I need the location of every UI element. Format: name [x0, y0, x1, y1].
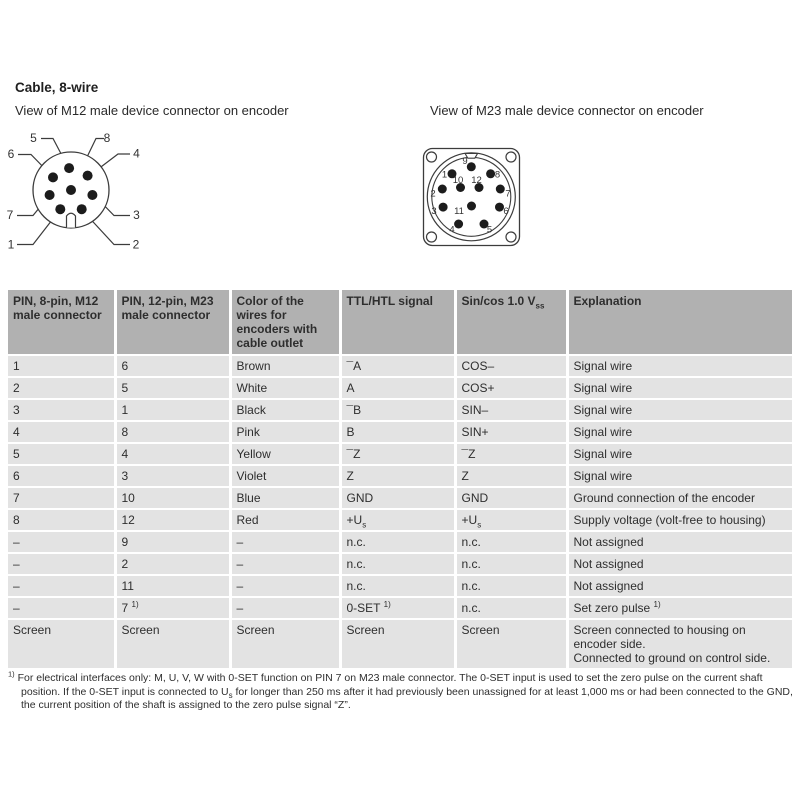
- mounting-hole: [506, 152, 516, 162]
- table-row: [8, 509, 792, 531]
- pin-label: 7: [6, 208, 14, 222]
- table-cell: –: [230, 553, 340, 575]
- pin-label: 9: [462, 156, 468, 167]
- pin-label: 6: [7, 147, 15, 161]
- pin-label: 6: [503, 206, 509, 217]
- table-cell: Black: [230, 399, 340, 421]
- table-cell: –: [8, 575, 115, 597]
- table-cell: 1: [115, 399, 230, 421]
- table-cell: ¯A: [340, 355, 455, 377]
- table-row: [8, 597, 792, 619]
- pin-label: 8: [494, 169, 501, 181]
- table-cell: 12: [115, 509, 230, 531]
- pin-dot: [83, 171, 93, 181]
- table-cell: 8: [115, 421, 230, 443]
- table-cell: COS+: [455, 377, 567, 399]
- table-cell: Screen: [455, 619, 567, 669]
- table-cell: Not assigned: [567, 575, 792, 597]
- table-cell: Signal wire: [567, 355, 792, 377]
- pin-label: 4: [133, 146, 140, 161]
- pin-dot: [467, 202, 476, 211]
- table-cell: Brown: [230, 355, 340, 377]
- table-cell: n.c.: [340, 553, 455, 575]
- table-cell: Signal wire: [567, 399, 792, 421]
- table-cell: SIN+: [455, 421, 567, 443]
- pin-dot: [48, 172, 58, 182]
- table-cell: Screen: [115, 619, 230, 669]
- table-cell: [567, 619, 792, 669]
- header-row: [8, 290, 792, 355]
- pin-label: 2: [132, 237, 140, 252]
- table-cell: 5: [8, 443, 115, 465]
- table-cell: n.c.: [340, 575, 455, 597]
- table-cell: 11: [115, 575, 230, 597]
- pin-dot: [496, 185, 505, 194]
- table-cell: Z: [455, 465, 567, 487]
- page-title: Cable, 8-wire: [15, 80, 99, 95]
- table-cell: Z: [340, 465, 455, 487]
- cell-line: Connected to ground on control side.: [573, 651, 771, 665]
- mounting-hole: [427, 152, 437, 162]
- m12-caption: View of M12 male device connector on encoder: [15, 103, 289, 118]
- pin-label: 2: [430, 188, 436, 200]
- pin-label: 7: [505, 188, 511, 200]
- pin-dot: [64, 163, 74, 173]
- table-cell: Set zero pulse $^{1)}$: [567, 597, 792, 619]
- table-cell: Screen: [8, 619, 115, 669]
- footnote-text-part1: For electrical interfaces only: M, U, V, W with 0-SET function on PIN 7 on M23 male connector. The 0-SET input is used to set the zero pulse on the current shaft position. If the 0-SET input is connected to U: [14, 672, 763, 698]
- table-row: [8, 465, 792, 487]
- table-cell: ¯Z: [455, 443, 567, 465]
- table-row: [8, 487, 792, 509]
- table-cell: –: [8, 597, 115, 619]
- table-cell: GND: [455, 487, 567, 509]
- table-cell: $+U_s$: [340, 509, 455, 531]
- table-cell: B: [340, 421, 455, 443]
- table-cell: 0-SET $^{1)}$: [340, 597, 455, 619]
- table-cell: Blue: [230, 487, 340, 509]
- table-row: [8, 421, 792, 443]
- table-cell: –: [230, 597, 340, 619]
- table-cell: –: [230, 575, 340, 597]
- table-cell: 7 $^{1)}$: [115, 597, 230, 619]
- pin-label: 1: [7, 237, 15, 252]
- table-row: [8, 553, 792, 575]
- table-cell: 2: [115, 553, 230, 575]
- table-cell: Yellow: [230, 443, 340, 465]
- pin-dot: [439, 203, 448, 212]
- table-row: [8, 377, 792, 399]
- m12-keying-notch: [67, 213, 76, 227]
- pin-label: 5: [30, 131, 37, 145]
- pin-dot: [454, 220, 463, 229]
- cell-line: Screen connected to housing on encoder side.: [573, 623, 746, 651]
- table-cell: 4: [8, 421, 115, 443]
- table-cell: 1: [8, 355, 115, 377]
- pin-dot: [486, 169, 495, 178]
- pin-label: 1: [441, 169, 448, 181]
- pin-dot: [77, 204, 87, 214]
- column-header-explanation: Explanation: [567, 290, 792, 355]
- table-cell: Not assigned: [567, 553, 792, 575]
- pin-label: 3: [133, 208, 140, 222]
- table-cell: 2: [8, 377, 115, 399]
- pin-table-header: [8, 290, 792, 355]
- table-cell: ¯Z: [340, 443, 455, 465]
- footnote-marker: 1): [8, 669, 15, 679]
- table-cell: SIN–: [455, 399, 567, 421]
- table-cell: Violet: [230, 465, 340, 487]
- table-cell: White: [230, 377, 340, 399]
- mounting-hole: [427, 232, 437, 242]
- table-cell: n.c.: [340, 531, 455, 553]
- pin-dot: [467, 162, 476, 171]
- table-cell: n.c.: [455, 531, 567, 553]
- table-row: [8, 355, 792, 377]
- table-cell: n.c.: [455, 553, 567, 575]
- table-row: [8, 399, 792, 421]
- table-row: [8, 443, 792, 465]
- footnote-subscript: s: [228, 690, 233, 700]
- footnote: [8, 669, 794, 713]
- table-cell: 6: [8, 465, 115, 487]
- table-cell: GND: [340, 487, 455, 509]
- column-header-m12-pin: PIN, 8-pin, M12 male connector: [8, 290, 115, 355]
- pin-dot: [66, 185, 76, 195]
- table-cell: Red: [230, 509, 340, 531]
- pin-dot: [55, 204, 65, 214]
- table-cell: –: [230, 531, 340, 553]
- table-cell: ¯B: [340, 399, 455, 421]
- table-cell: 3: [115, 465, 230, 487]
- table-cell: n.c.: [455, 597, 567, 619]
- table-row: [8, 619, 792, 669]
- table-cell: $+U_s$: [455, 509, 567, 531]
- table-cell: Signal wire: [567, 465, 792, 487]
- table-cell: 9: [115, 531, 230, 553]
- pin-assignment-table: [8, 290, 792, 670]
- pin-label: 3: [431, 206, 437, 217]
- pin-label: 8: [103, 131, 111, 145]
- table-cell: Screen: [340, 619, 455, 669]
- table-cell: 4: [115, 443, 230, 465]
- pin-table-body: [8, 355, 792, 669]
- pin-label: 5: [486, 224, 493, 236]
- table-cell: –: [8, 531, 115, 553]
- pin-dot: [87, 190, 97, 200]
- column-header-sincos-signal: Sin/cos 1.0 $V_{ss}$: [455, 290, 567, 355]
- table-cell: 3: [8, 399, 115, 421]
- table-cell: Ground connection of the encoder: [567, 487, 792, 509]
- table-row: [8, 531, 792, 553]
- pin-label: 10: [452, 175, 464, 186]
- mounting-hole: [506, 232, 516, 242]
- table-cell: Supply voltage (volt-free to housing): [567, 509, 792, 531]
- table-cell: Not assigned: [567, 531, 792, 553]
- footnote-text-part2: for longer than 250 ms after it had previously been unassigned for at least 1,000 ms or had been connected to the GND, the current position of the shaft is assigned to the zero pulse signal “Z”.: [21, 685, 793, 711]
- table-cell: 5: [115, 377, 230, 399]
- table-cell: 6: [115, 355, 230, 377]
- pin-label: 12: [471, 175, 482, 186]
- table-cell: 10: [115, 487, 230, 509]
- pin-label: 4: [449, 224, 455, 236]
- table-cell: 7: [8, 487, 115, 509]
- table-row: [8, 575, 792, 597]
- table-cell: Pink: [230, 421, 340, 443]
- m23-connector-diagram: [415, 135, 535, 250]
- table-cell: 8: [8, 509, 115, 531]
- table-cell: –: [8, 553, 115, 575]
- table-cell: COS–: [455, 355, 567, 377]
- table-cell: Signal wire: [567, 421, 792, 443]
- table-cell: Signal wire: [567, 443, 792, 465]
- table-cell: Signal wire: [567, 377, 792, 399]
- table-cell: A: [340, 377, 455, 399]
- column-header-m23-pin: PIN, 12-pin, M23 male connector: [115, 290, 230, 355]
- column-header-wire-color: Color of the wires for encoders with cable outlet: [230, 290, 340, 355]
- m12-connector-diagram: [0, 125, 150, 255]
- pin-label: 11: [454, 206, 464, 217]
- m23-caption: View of M23 male device connector on encoder: [430, 103, 704, 118]
- column-header-ttl-htl-signal: TTL/HTL signal: [340, 290, 455, 355]
- table-cell: Screen: [230, 619, 340, 669]
- pin-dot: [438, 185, 447, 194]
- table-cell: n.c.: [455, 575, 567, 597]
- pin-dot: [45, 190, 55, 200]
